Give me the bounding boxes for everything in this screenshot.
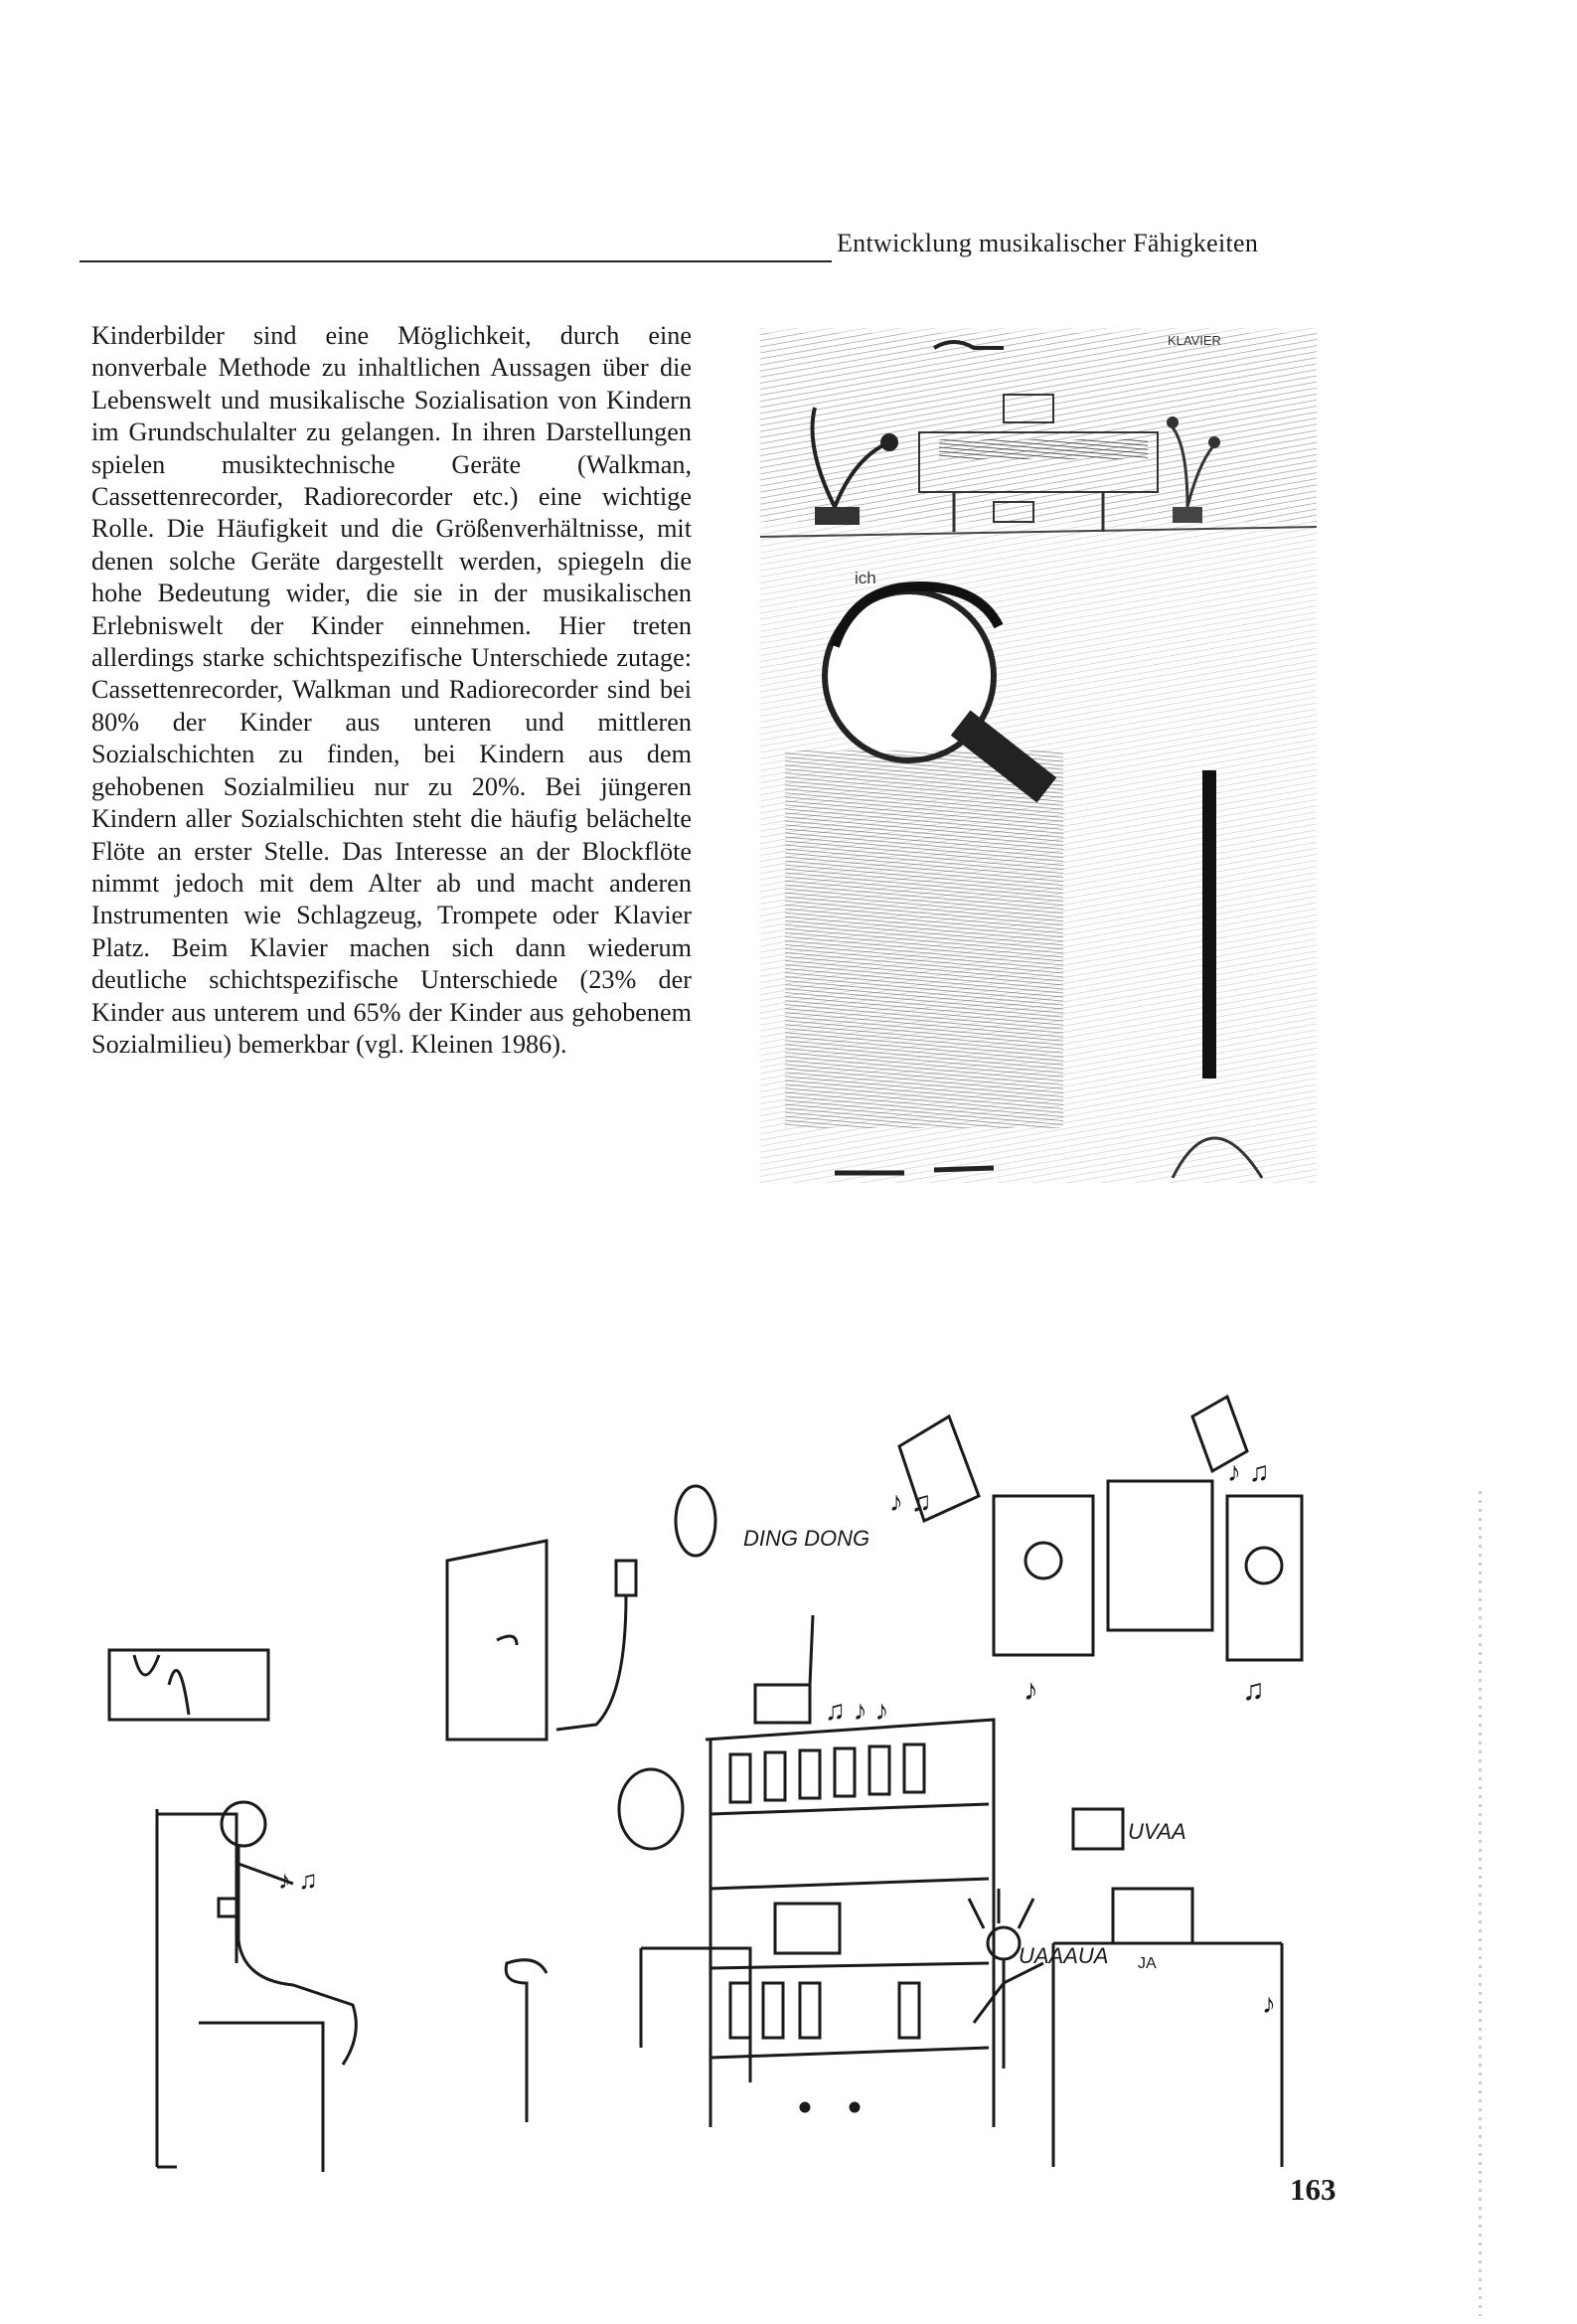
uaaaua-label: UAAAUA xyxy=(1019,1943,1109,1968)
page-number: 163 xyxy=(1290,2172,1337,2207)
speaker-right xyxy=(1227,1496,1302,1660)
speaker-right-cone xyxy=(1246,1548,1282,1583)
radio xyxy=(755,1685,810,1723)
body-paragraph: Kinderbilder sind eine Möglichkeit, durch eine nonverbale Methode zu inhaltlichen Aussagen über die Lebenswelt und musikalische Sozialisation von Kindern im Grundschulalter zu gelangen. In ihren Darstellungen spielen musiktechnische Geräte (Walkman, Cassettenrecorder, Radiorecorder etc.) eine wichtige Rolle. Die Häufigkeit und die Größenverhältnisse, mit denen solche Geräte dargestellt werden, spiegeln die hohe Bedeutung wider, die sie in der musikalischen Erlebniswelt der Kinder einnehmen. Hier treten allerdings starke schichtspezifische Unterschiede zutage: Cassettenrecorder, Walkman und Radiorecorder sind bei 80% der Kinder aus unteren und mittleren Sozialschichten zu finden, bei Kindern aus dem gehobenen Sozialmilieu nur zu 20%. Bei jüngeren Kindern aller Sozialschichten steht die häufig belächelte Flöte an erster Stelle. Das Interesse an der Blockflöte nimmt jedoch mit dem Alter ab und macht anderen Instrumenten wie Schlagzeug, Trompete oder Klavier Platz. Beim Klavier machen sich dann wiederum deutliche schichtspezifische Unterschiede (23% der Kinder aus unterem und 65% der Kinder aus gehobenem Sozialmilieu) bemerkbar (vgl. Kleinen 1986). xyxy=(91,321,692,1059)
clock xyxy=(676,1486,715,1556)
portable-player xyxy=(1073,1809,1123,1849)
klavier-label: KLAVIER xyxy=(1168,333,1221,348)
radiator-pattern xyxy=(134,1655,189,1715)
ground-stroke-2 xyxy=(934,1168,994,1170)
music-notes-7: ♪ xyxy=(1262,1988,1276,2019)
mic-stand xyxy=(1202,770,1216,1079)
table-right xyxy=(1053,1943,1282,2167)
child-drawing-room xyxy=(99,1387,1332,2172)
speaker-left xyxy=(994,1496,1093,1655)
child-body xyxy=(785,750,1063,1128)
lamp-cable xyxy=(556,1595,626,1730)
running-title: Entwicklung musikalischer Fähigkeiten xyxy=(837,229,1259,257)
ding-dong-label: DING DONG xyxy=(743,1526,870,1551)
dancing-kid xyxy=(969,1889,1043,2069)
music-notes-3: ♪ ♫ xyxy=(1227,1456,1270,1487)
cassette-recorder xyxy=(1113,1889,1192,1943)
music-notes-1: ♪ ♫ xyxy=(278,1865,318,1895)
uvaa-label: UVAA xyxy=(1128,1819,1186,1844)
wall-lamp xyxy=(616,1561,636,1595)
ja-label: JA xyxy=(1138,1955,1157,1972)
person-on-chair xyxy=(157,1802,356,2172)
music-notes-2: ♪ ♫ xyxy=(889,1486,932,1517)
music-notes-5: ♪ xyxy=(1024,1674,1038,1707)
ich-label: ich xyxy=(855,569,876,587)
music-notes-6: ♫ xyxy=(1242,1674,1265,1707)
radio-antenna xyxy=(810,1615,813,1685)
stereo-unit xyxy=(1108,1481,1212,1630)
line-drawing xyxy=(99,1387,1332,2172)
header-rule xyxy=(79,260,832,262)
sketch-wall xyxy=(760,333,1317,522)
music-notes-4: ♫ ♪ ♪ xyxy=(825,1695,889,1726)
speaker-left-cone xyxy=(1025,1543,1061,1578)
scan-edge-mark xyxy=(1479,1491,1482,2316)
floor-lamp xyxy=(506,1960,547,2122)
pencil-sketch xyxy=(755,323,1324,1194)
wall-disc xyxy=(619,1769,683,1849)
child-drawing-piano xyxy=(755,323,1324,1194)
door-handle xyxy=(497,1636,517,1645)
